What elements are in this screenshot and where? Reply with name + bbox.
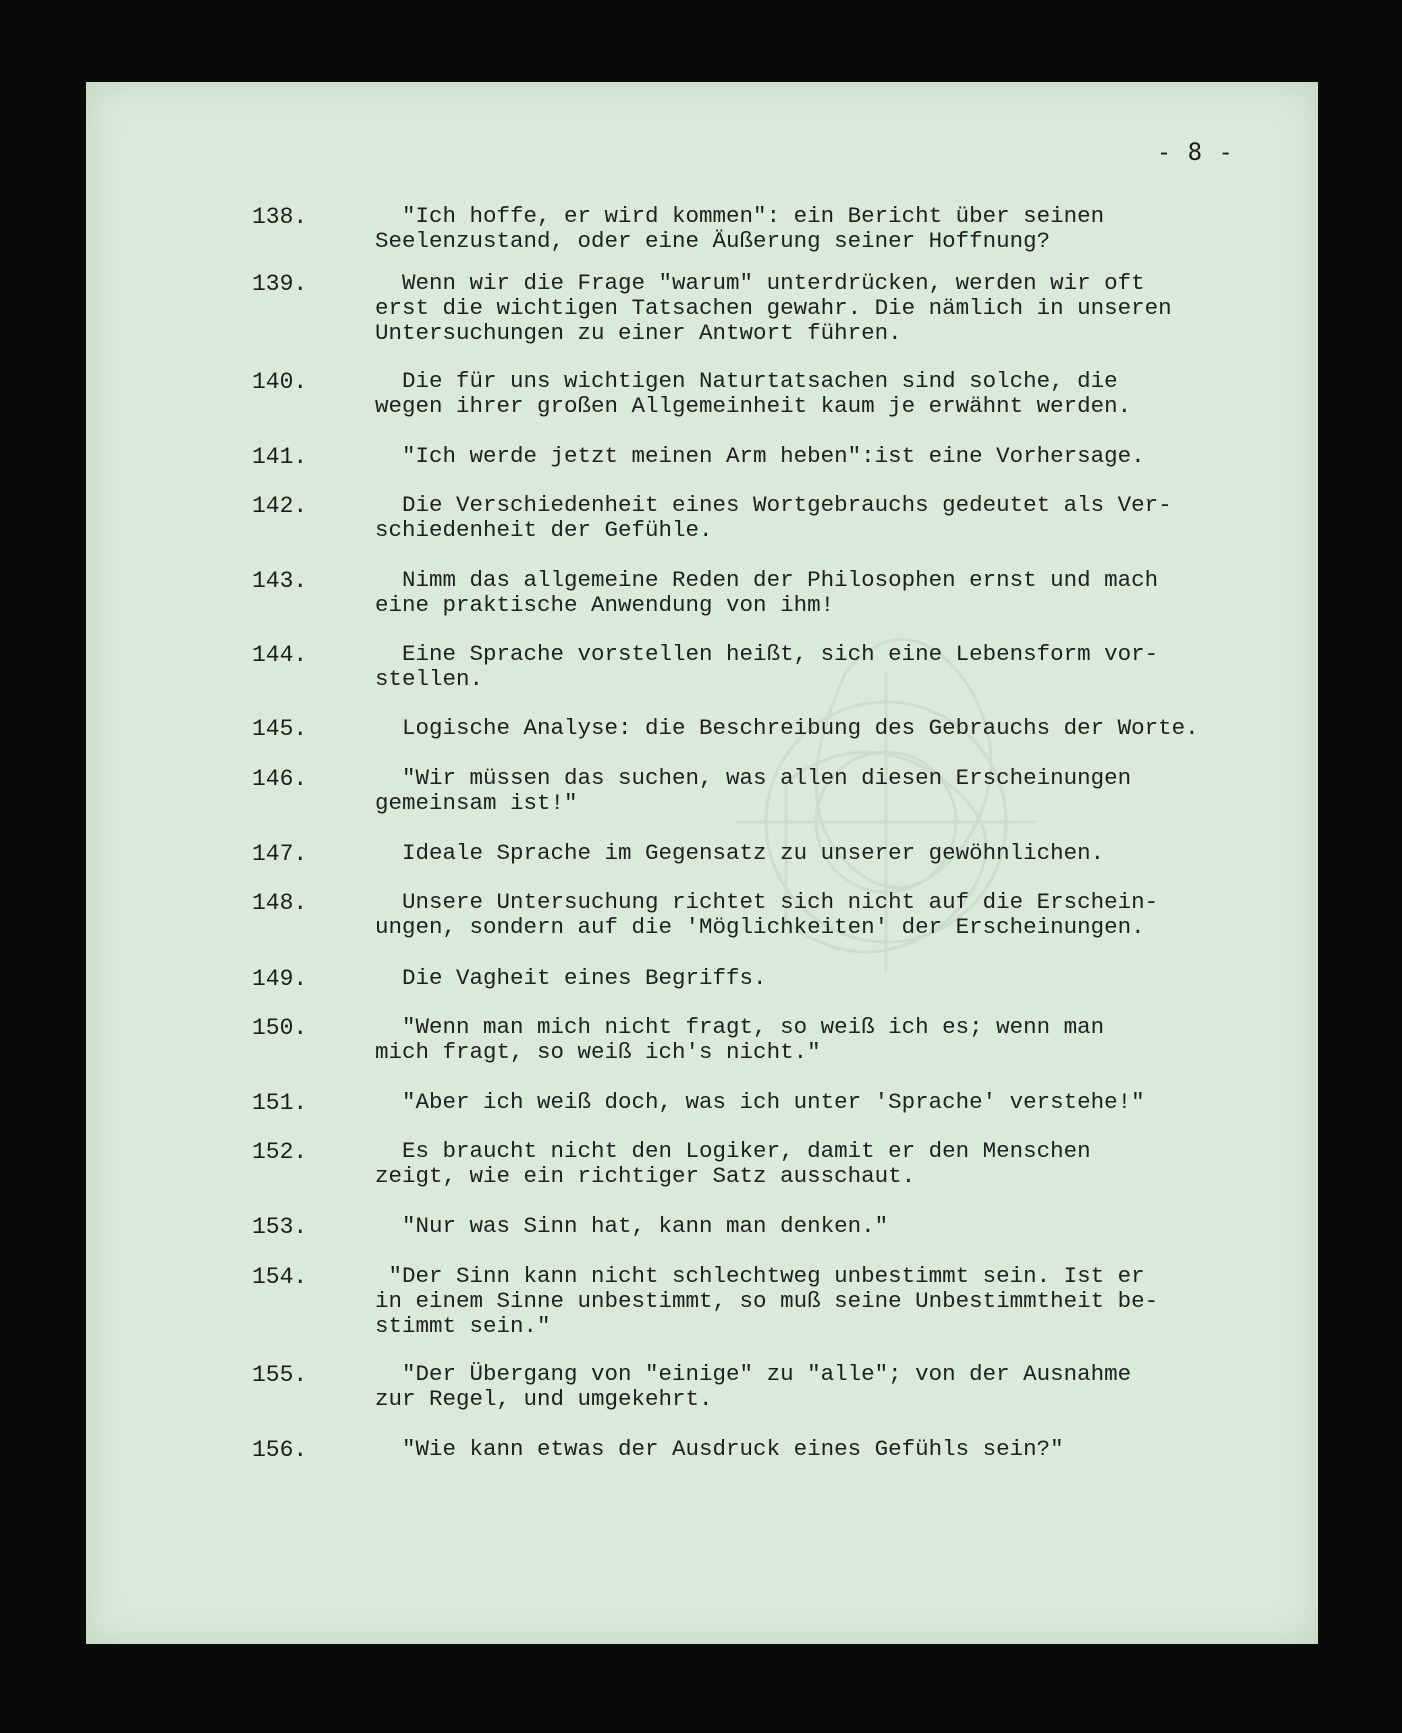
entry-number: 146. <box>252 766 308 792</box>
entry-text <box>375 444 1315 469</box>
entry-line: "Der Übergang von "einige" zu "alle"; von der Ausnahme <box>375 1361 1132 1387</box>
entry-text <box>375 493 1315 543</box>
entry-text <box>375 1090 1315 1115</box>
entry-text <box>375 204 1315 254</box>
entry-text <box>375 642 1315 692</box>
entry-line: Eine Sprache vorstellen heißt, sich eine Lebensform vor- <box>375 641 1159 667</box>
page-number: - 8 - <box>1156 138 1234 166</box>
entry-text <box>375 766 1315 816</box>
entry-line: Die Vagheit eines Begriffs. <box>375 965 767 991</box>
entry-line: Logische Analyse: die Beschreibung des Gebrauchs der Worte. <box>375 715 1199 741</box>
entry-text <box>375 1437 1315 1462</box>
entry-text <box>375 1362 1315 1412</box>
entry-text <box>375 271 1315 346</box>
entry-number: 144. <box>252 642 308 668</box>
entry-line: "Ich werde jetzt meinen Arm heben":ist eine Vorhersage. <box>375 443 1145 469</box>
entry-line: gemeinsam ist!" <box>375 790 578 816</box>
entry-number: 150. <box>252 1015 308 1041</box>
entry-text <box>375 1214 1315 1239</box>
entry-number: 148. <box>252 890 308 916</box>
entry-number: 152. <box>252 1139 308 1165</box>
entry-text <box>375 1139 1315 1189</box>
entry-number: 149. <box>252 966 308 992</box>
entry-line: Wenn wir die Frage "warum" unterdrücken, werden wir oft <box>375 270 1145 296</box>
entry-number: 143. <box>252 568 308 594</box>
entry-number: 140. <box>252 369 308 395</box>
entry-line: Unsere Untersuchung richtet sich nicht auf die Erschein- <box>375 889 1159 915</box>
entry-line: "Der Sinn kann nicht schlechtweg unbestimmt sein. Ist er <box>375 1263 1145 1289</box>
entry-number: 138. <box>252 204 308 230</box>
entry-line: Seelenzustand, oder eine Äußerung seiner Hoffnung? <box>375 228 1051 254</box>
entry-number: 147. <box>252 841 308 867</box>
entry-line: Die für uns wichtigen Naturtatsachen sind solche, die <box>375 368 1118 394</box>
entry-line: Es braucht nicht den Logiker, damit er den Menschen <box>375 1138 1091 1164</box>
entry-line: schiedenheit der Gefühle. <box>375 517 713 543</box>
entry-number: 155. <box>252 1362 308 1388</box>
typed-page <box>86 82 1318 1644</box>
entry-line: zeigt, wie ein richtiger Satz ausschaut. <box>375 1163 916 1189</box>
entry-text <box>375 1264 1315 1339</box>
entry-text <box>375 1015 1315 1065</box>
entry-line: erst die wichtigen Tatsachen gewahr. Die nämlich in unseren <box>375 295 1172 321</box>
entry-number: 153. <box>252 1214 308 1240</box>
entry-text <box>375 966 1315 991</box>
entry-line: mich fragt, so weiß ich's nicht." <box>375 1039 821 1065</box>
entry-text <box>375 890 1315 940</box>
entry-number: 151. <box>252 1090 308 1116</box>
entry-line: zur Regel, und umgekehrt. <box>375 1386 713 1412</box>
entry-line: "Wir müssen das suchen, was allen diesen Erscheinungen <box>375 765 1132 791</box>
entry-line: stimmt sein." <box>375 1313 551 1339</box>
entry-text <box>375 568 1315 618</box>
entry-number: 154. <box>252 1264 308 1290</box>
entry-line: "Wie kann etwas der Ausdruck eines Gefühls sein?" <box>375 1436 1064 1462</box>
entry-number: 139. <box>252 271 308 297</box>
entry-line: wegen ihrer großen Allgemeinheit kaum je erwähnt werden. <box>375 393 1132 419</box>
entry-text <box>375 841 1315 866</box>
entry-line: ungen, sondern auf die 'Möglichkeiten' der Erscheinungen. <box>375 914 1145 940</box>
entry-text <box>375 369 1315 419</box>
entry-line: in einem Sinne unbestimmt, so muß seine Unbestimmtheit be- <box>375 1288 1159 1314</box>
entry-text <box>375 716 1315 741</box>
entry-number: 142. <box>252 493 308 519</box>
entry-line: "Nur was Sinn hat, kann man denken." <box>375 1213 889 1239</box>
entry-line: "Ich hoffe, er wird kommen": ein Bericht über seinen <box>375 203 1105 229</box>
entry-number: 141. <box>252 444 308 470</box>
entry-number: 156. <box>252 1437 308 1463</box>
entry-line: "Aber ich weiß doch, was ich unter 'Sprache' verstehe!" <box>375 1089 1145 1115</box>
entry-line: Die Verschiedenheit eines Wortgebrauchs gedeutet als Ver- <box>375 492 1172 518</box>
entry-number: 145. <box>252 716 308 742</box>
entry-line: stellen. <box>375 666 484 692</box>
entry-line: Ideale Sprache im Gegensatz zu unserer gewöhnlichen. <box>375 840 1105 866</box>
entry-line: Untersuchungen zu einer Antwort führen. <box>375 320 902 346</box>
entry-line: "Wenn man mich nicht fragt, so weiß ich es; wenn man <box>375 1014 1105 1040</box>
entry-line: Nimm das allgemeine Reden der Philosophen ernst und mach <box>375 567 1159 593</box>
entry-line: eine praktische Anwendung von ihm! <box>375 592 835 618</box>
